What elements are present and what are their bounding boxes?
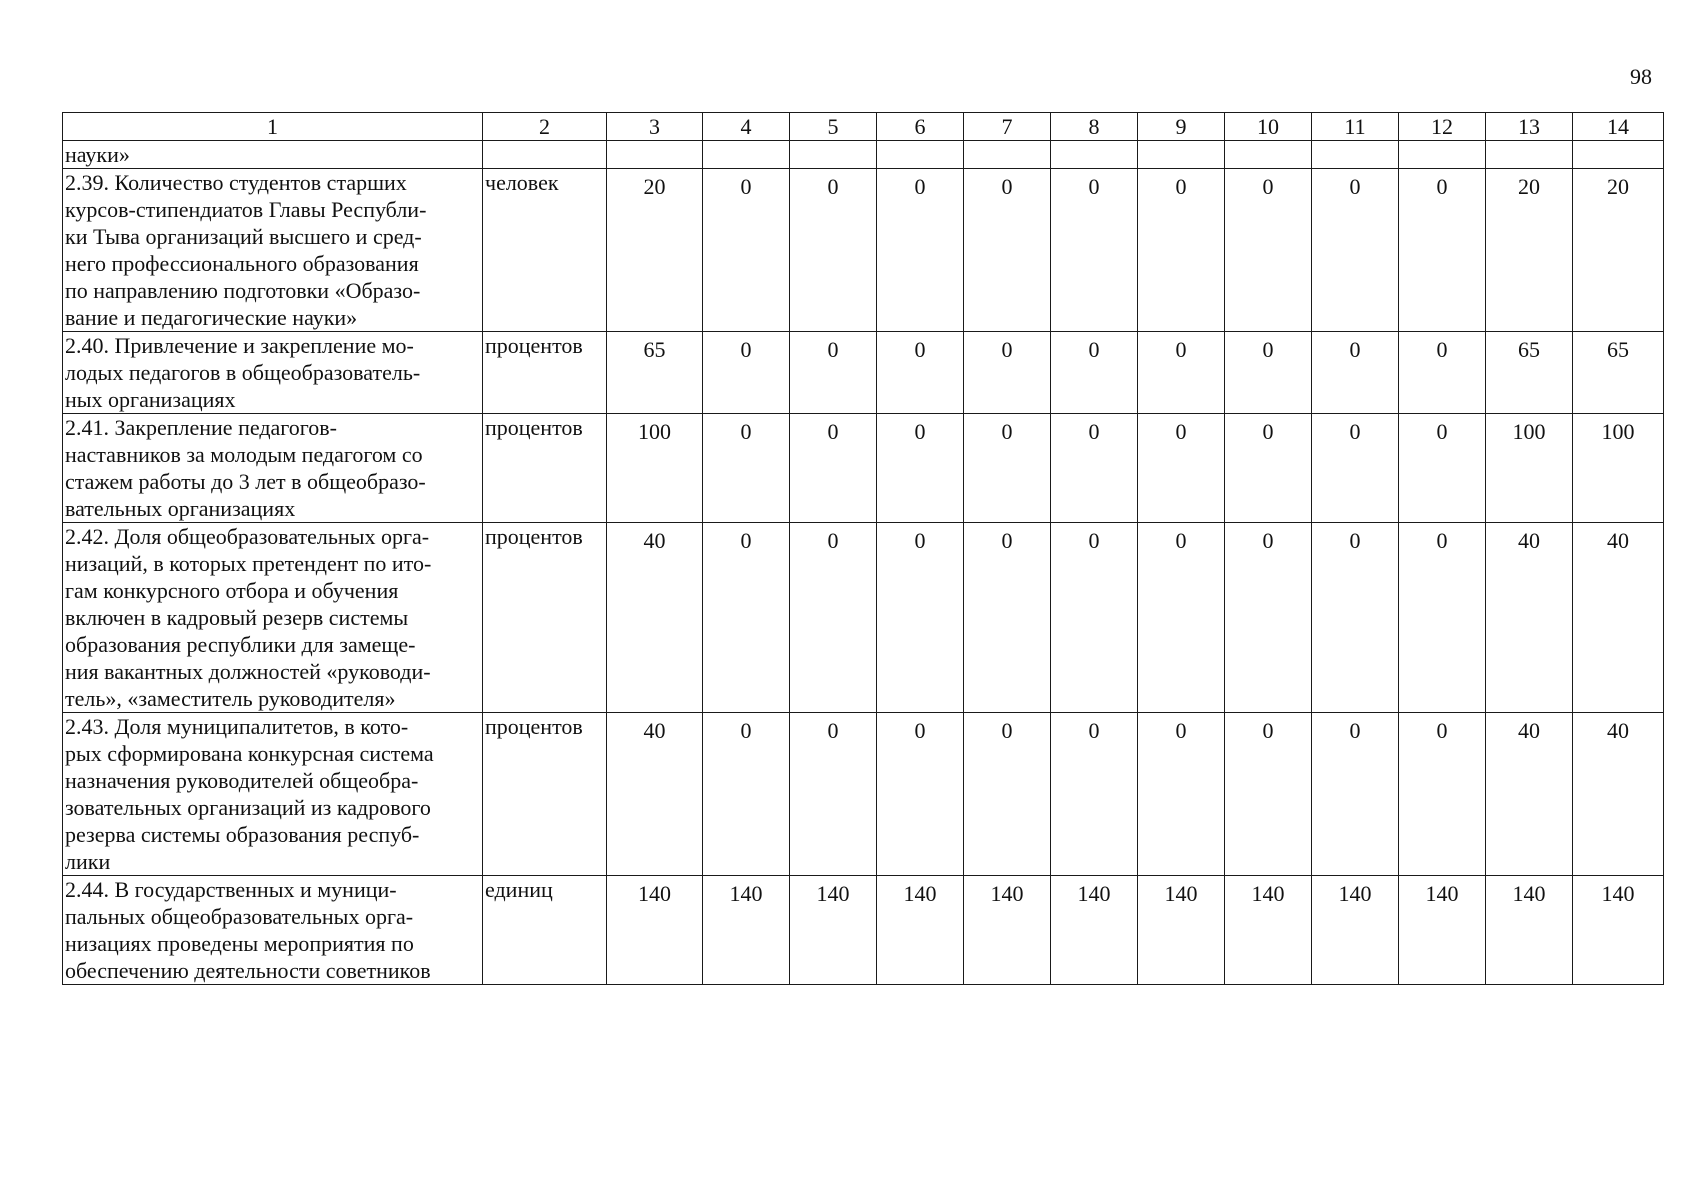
- value-cell-col-9: 0: [1138, 523, 1225, 713]
- indicator-unit: процентов: [483, 332, 607, 414]
- value-cell-col-6: 0: [877, 332, 964, 414]
- value-cell-col-4: 0: [703, 523, 790, 713]
- value-cell-col-11: 0: [1312, 414, 1399, 523]
- indicator-name: 2.40. Привлечение и закрепление мо- лодых педагогов в общеобразователь- ных организациях: [63, 332, 483, 414]
- value-cell-col-12: 140: [1399, 876, 1486, 985]
- indicator-unit: процентов: [483, 414, 607, 523]
- empty-cell: [1138, 141, 1225, 169]
- indicator-unit: человек: [483, 169, 607, 332]
- value-cell-col-9: 140: [1138, 876, 1225, 985]
- value-cell-col-6: 0: [877, 523, 964, 713]
- value-cell-col-5: 0: [790, 169, 877, 332]
- value-cell-col-5: 140: [790, 876, 877, 985]
- value-cell-col-13: 40: [1486, 523, 1573, 713]
- value-cell-col-14: 65: [1573, 332, 1664, 414]
- value-cell-col-12: 0: [1399, 713, 1486, 876]
- value-cell-col-3: 140: [607, 876, 703, 985]
- value-cell-col-11: 0: [1312, 169, 1399, 332]
- value-cell-col-7: 0: [964, 332, 1051, 414]
- value-cell-col-14: 140: [1573, 876, 1664, 985]
- value-cell-col-3: 20: [607, 169, 703, 332]
- value-cell-col-4: 0: [703, 414, 790, 523]
- column-header-6: 6: [877, 113, 964, 141]
- indicator-unit: процентов: [483, 523, 607, 713]
- value-cell-col-8: 0: [1051, 332, 1138, 414]
- empty-cell: [1051, 141, 1138, 169]
- value-cell-col-4: 0: [703, 332, 790, 414]
- table-row: [63, 523, 1664, 713]
- column-header-8: 8: [1051, 113, 1138, 141]
- column-header-14: 14: [1573, 113, 1664, 141]
- value-cell-col-11: 140: [1312, 876, 1399, 985]
- value-cell-col-7: 0: [964, 414, 1051, 523]
- column-header-9: 9: [1138, 113, 1225, 141]
- value-cell-col-12: 0: [1399, 414, 1486, 523]
- value-cell-col-7: 0: [964, 169, 1051, 332]
- value-cell-col-5: 0: [790, 332, 877, 414]
- indicator-name: 2.39. Количество студентов старших курсов-стипендиатов Главы Республи- ки Тыва организаций высшего и сред- него профессионального образования по направлению подготовки «Образо- вание и педагогические науки»: [63, 169, 483, 332]
- value-cell-col-4: 0: [703, 713, 790, 876]
- value-cell-col-5: 0: [790, 713, 877, 876]
- value-cell-col-10: 0: [1225, 169, 1312, 332]
- column-header-13: 13: [1486, 113, 1573, 141]
- indicator-name: 2.42. Доля общеобразовательных орга- низаций, в которых претендент по ито- гам конкурсного отбора и обучения включен в кадровый резерв системы образования республики для замеще- ния вакантных должностей «руководи- тель», «заместитель руководителя»: [63, 523, 483, 713]
- value-cell-col-8: 140: [1051, 876, 1138, 985]
- value-cell-col-12: 0: [1399, 523, 1486, 713]
- value-cell-col-13: 140: [1486, 876, 1573, 985]
- column-header-4: 4: [703, 113, 790, 141]
- continuation-text: науки»: [63, 141, 483, 169]
- value-cell-col-9: 0: [1138, 169, 1225, 332]
- value-cell-col-7: 0: [964, 713, 1051, 876]
- value-cell-col-14: 40: [1573, 713, 1664, 876]
- value-cell-col-12: 0: [1399, 169, 1486, 332]
- indicator-name: 2.41. Закрепление педагогов- наставников за молодым педагогом со стажем работы до 3 лет в общеобразо- вательных организациях: [63, 414, 483, 523]
- value-cell-col-6: 0: [877, 414, 964, 523]
- value-cell-col-10: 0: [1225, 332, 1312, 414]
- empty-cell: [1312, 141, 1399, 169]
- value-cell-col-8: 0: [1051, 713, 1138, 876]
- column-header-11: 11: [1312, 113, 1399, 141]
- column-header-10: 10: [1225, 113, 1312, 141]
- value-cell-col-11: 0: [1312, 713, 1399, 876]
- value-cell-col-10: 0: [1225, 713, 1312, 876]
- indicator-unit: единиц: [483, 876, 607, 985]
- value-cell-col-9: 0: [1138, 332, 1225, 414]
- value-cell-col-13: 40: [1486, 713, 1573, 876]
- value-cell-col-13: 100: [1486, 414, 1573, 523]
- value-cell-col-6: 0: [877, 713, 964, 876]
- value-cell-col-14: 100: [1573, 414, 1664, 523]
- empty-cell: [790, 141, 877, 169]
- table-row: [63, 414, 1664, 523]
- value-cell-col-9: 0: [1138, 414, 1225, 523]
- table-row: [63, 713, 1664, 876]
- value-cell-col-6: 140: [877, 876, 964, 985]
- column-header-7: 7: [964, 113, 1051, 141]
- empty-cell: [964, 141, 1051, 169]
- value-cell-col-7: 140: [964, 876, 1051, 985]
- empty-cell: [1225, 141, 1312, 169]
- empty-cell: [1573, 141, 1664, 169]
- value-cell-col-4: 140: [703, 876, 790, 985]
- value-cell-col-3: 40: [607, 713, 703, 876]
- header-row: [63, 113, 1664, 141]
- empty-cell: [1399, 141, 1486, 169]
- value-cell-col-3: 40: [607, 523, 703, 713]
- indicator-name: 2.43. Доля муниципалитетов, в кото- рых сформирована конкурсная система назначения руководителей общеобра- зовательных организаций из кадрового резерва системы образования респуб- лики: [63, 713, 483, 876]
- value-cell-col-4: 0: [703, 169, 790, 332]
- table-row: [63, 169, 1664, 332]
- value-cell-col-10: 0: [1225, 414, 1312, 523]
- value-cell-col-13: 20: [1486, 169, 1573, 332]
- empty-cell: [1486, 141, 1573, 169]
- empty-cell: [607, 141, 703, 169]
- value-cell-col-7: 0: [964, 523, 1051, 713]
- column-header-1: 1: [63, 113, 483, 141]
- continuation-row: [63, 141, 1664, 169]
- table-row: [63, 332, 1664, 414]
- value-cell-col-5: 0: [790, 414, 877, 523]
- table-row: [63, 876, 1664, 985]
- page-number: 98: [1630, 64, 1652, 89]
- value-cell-col-8: 0: [1051, 169, 1138, 332]
- value-cell-col-14: 20: [1573, 169, 1664, 332]
- indicator-unit: процентов: [483, 713, 607, 876]
- value-cell-col-8: 0: [1051, 523, 1138, 713]
- value-cell-col-11: 0: [1312, 523, 1399, 713]
- value-cell-col-12: 0: [1399, 332, 1486, 414]
- value-cell-col-10: 140: [1225, 876, 1312, 985]
- value-cell-col-10: 0: [1225, 523, 1312, 713]
- value-cell-col-5: 0: [790, 523, 877, 713]
- value-cell-col-3: 100: [607, 414, 703, 523]
- empty-cell: [483, 141, 607, 169]
- column-header-12: 12: [1399, 113, 1486, 141]
- column-header-5: 5: [790, 113, 877, 141]
- value-cell-col-6: 0: [877, 169, 964, 332]
- value-cell-col-13: 65: [1486, 332, 1573, 414]
- empty-cell: [703, 141, 790, 169]
- value-cell-col-11: 0: [1312, 332, 1399, 414]
- column-header-3: 3: [607, 113, 703, 141]
- indicators-table: [62, 112, 1664, 985]
- value-cell-col-14: 40: [1573, 523, 1664, 713]
- indicator-name: 2.44. В государственных и муници- пальных общеобразовательных орга- низациях проведены мероприятия по обеспечению деятельности советников: [63, 876, 483, 985]
- value-cell-col-9: 0: [1138, 713, 1225, 876]
- value-cell-col-8: 0: [1051, 414, 1138, 523]
- value-cell-col-3: 65: [607, 332, 703, 414]
- empty-cell: [877, 141, 964, 169]
- column-header-2: 2: [483, 113, 607, 141]
